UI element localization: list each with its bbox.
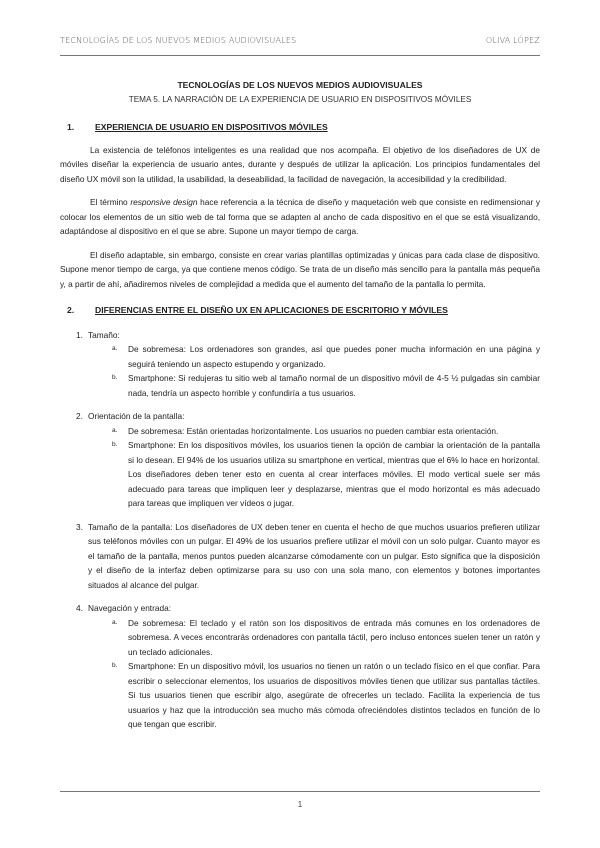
- sub-item-text: Smartphone: En un dispositivo móvil, los usuarios no tienen un ratón o un teclado físico en el que confiar. Para escribir o seleccionar elementos, los usuarios de dispositivos móviles tienen que utilizar sus pantallas táctiles. Si tus usuarios tienen que escribir algo, asegúrate de ofrecerles un teclado. Facilita la experiencia de tus usuarios y haz que la introducción sea mucho más cómoda ofreciéndoles distintos teclados en función de lo que tengan que escribir.: [128, 661, 540, 729]
- sub-item-text: De sobremesa: El teclado y el ratón son los dispositivos de entrada más comunes en los ordenadores de sobremesa. A veces encontrarás ordenadores con pantalla táctil, pero incluso entonces suelen tener un ratón y un teclado adicionales.: [128, 617, 540, 657]
- sub-item-text: De sobremesa: Los ordenadores son grandes, así que puedes poner mucha información en una página y seguirá teniendo un aspecto estupendo y organizado.: [128, 344, 540, 369]
- sub-item: [60, 659, 540, 732]
- sub-item: [60, 424, 540, 439]
- list-item: [60, 520, 540, 593]
- sub-item-letter: a.: [112, 426, 118, 434]
- list-item: [60, 601, 540, 732]
- sub-item: [60, 342, 540, 371]
- section-title: DIFERENCIAS ENTRE EL DISEÑO UX EN APLICACIONES DE ESCRITORIO Y MÓVILES: [95, 305, 448, 315]
- header-author: OLIVA LÓPEZ: [485, 36, 540, 45]
- paragraph-text: El término: [90, 197, 131, 207]
- document-body: [60, 78, 540, 741]
- sub-item-letter: a.: [112, 618, 118, 626]
- document-subtitle: TEMA 5. LA NARRACIÓN DE LA EXPERIENCIA DE USUARIO EN DISPOSITIVOS MÓVILES: [128, 94, 472, 104]
- section-title: EXPERIENCIA DE USUARIO EN DISPOSITIVOS MÓVILES: [95, 122, 328, 132]
- section-number: 1.: [67, 122, 75, 132]
- document-title: TECNOLOGÍAS DE LOS NUEVOS MEDIOS AUDIOVISUALES: [177, 80, 423, 90]
- list-item: [60, 409, 540, 511]
- section-1-heading: [60, 120, 540, 135]
- sub-item: [60, 616, 540, 660]
- list-item-label: Navegación y entrada:: [88, 603, 172, 613]
- paragraph: El diseño adaptable, sin embargo, consiste en crear varias plantillas optimizadas y únicas para cada clase de dispositivo. Supone menor tiempo de carga, ya que contiene menos código. Se trata de un diseño más sencillo para la pantalla más pequeña y, a partir de ahí, añadiremos niveles de complejidad a medida que el aumento del tamaño de la pantalla lo permita.: [60, 249, 540, 289]
- list-item-number: 1.: [76, 329, 83, 340]
- list-item: [60, 328, 540, 401]
- sub-item: [60, 438, 540, 511]
- sub-item: [60, 371, 540, 400]
- header-course-title: TECNOLOGÍAS DE LOS NUEVOS MEDIOS AUDIOVISUALES: [60, 36, 297, 45]
- sub-item-text: Smartphone: Si redujeras tu sitio web al tamaño normal de un dispositivo móvil de 4-5 ½ pulgadas sin cambiar nada, tendría un aspecto horrible y confundiría a tus usuarios.: [128, 373, 540, 398]
- paragraph: La existencia de teléfonos inteligentes es una realidad que nos acompaña. El objetivo de los diseñadores de UX de móviles diseñar la experiencia de usuario antes, durante y después de utilizar la aplicación. Los principios fundamentales del diseño UX móvil son la utilidad, la usabilidad, la deseabilidad, la facilidad de navegación, la accesibilidad y la credibilidad.: [60, 144, 540, 184]
- sub-item-letter: b.: [112, 441, 118, 448]
- list-item-number: 3.: [76, 521, 83, 532]
- sub-item-letter: b.: [112, 662, 118, 669]
- list-item-number: 4.: [76, 603, 83, 613]
- list-item-label: Tamaño:: [88, 329, 120, 340]
- sub-item-letter: a.: [112, 345, 118, 352]
- footer-divider: [60, 791, 540, 792]
- sub-item-letter: b.: [112, 374, 118, 381]
- list-item-label: Tamaño de la pantalla: Los diseñadores de UX deben tener en cuenta el hecho de que muchos usuarios prefieren utilizar sus teléfonos móviles con un pulgar. El 49% de los usuarios prefiere utilizar el móvil con un solo pulgar. Cuanto mayor es el tamaño de la pantalla, menos puntos pueden alcanzarse cómodamente con un pulgar. Esto significa que la disposición y el diseño de la interfaz deben optimizarse para su uso con una sola mano, con elementos y botones importantes situados al alcance del pulgar.: [88, 521, 540, 590]
- paragraph: [60, 195, 540, 239]
- page-number: 1: [297, 800, 303, 809]
- section-2-heading: [60, 303, 540, 318]
- list-item-number: 2.: [76, 411, 83, 421]
- header-divider: [60, 55, 540, 56]
- section-number: 2.: [67, 305, 75, 315]
- running-header: [60, 36, 540, 50]
- list-item-label: Orientación de la pantalla:: [88, 411, 185, 421]
- sub-item-text: De sobremesa: Están orientadas horizontalmente. Los usuarios no pueden cambiar esta orientación.: [128, 425, 499, 436]
- emphasis-term: responsive design: [130, 197, 198, 207]
- sub-item-text: Smartphone: En los dispositivos móviles, los usuarios tienen la opción de cambiar la orientación de la pantalla si lo desean. El 94% de los usuarios utiliza su smartphone en vertical, mientras que el 6% lo hace en horizontal. Los diseñadores deben tener esto en cuenta al crear interfaces móviles. El modo vertical suele ser más adecuado para tareas que impliquen leer y desplazarse, mientras que el modo horizontal es más adecuado para tareas que impliquen ver vídeos o jugar.: [128, 440, 540, 508]
- paragraph-text: hace referencia a la técnica de diseño y maquetación web que consiste en redimensionar y colocar los elementos de un sitio web de tal forma que se adapten al ancho de cada dispositivo en el que se está visualizando, adaptándose al dispositivo en el que se abre. Supone un mayor tiempo de carga.: [60, 197, 540, 236]
